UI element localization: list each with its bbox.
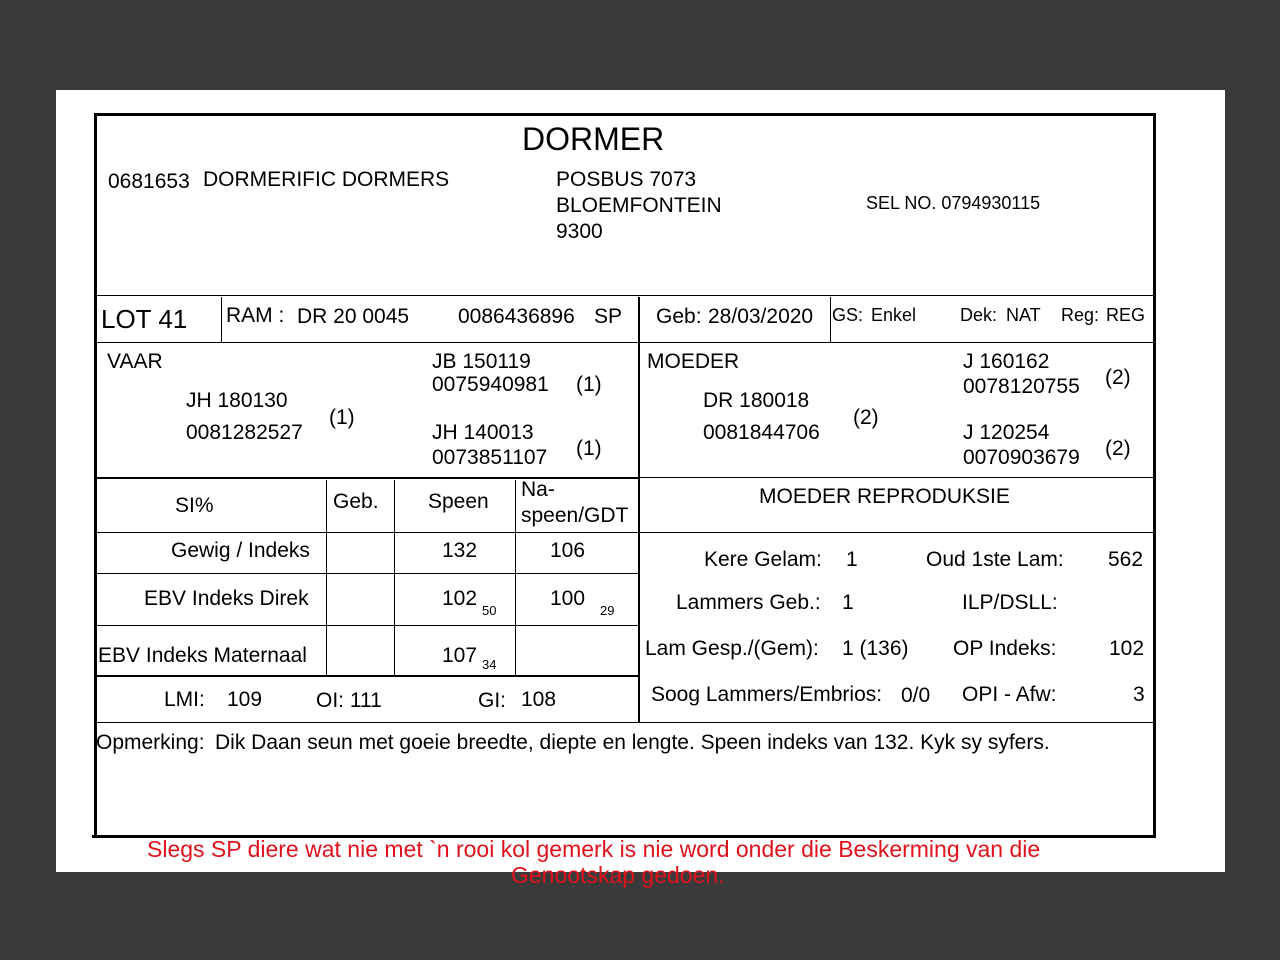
sire-dam-mark: (1) [576, 437, 602, 460]
row-weight-label: Gewig / Indeks [171, 539, 310, 562]
col-gs [830, 297, 831, 343]
address-line-1: POSBUS 7073 [556, 168, 697, 191]
dam-sire-reg-number: 0078120755 [963, 375, 1080, 398]
cell-number: SEL NO. 0794930115 [866, 193, 1041, 213]
col-middle [638, 297, 640, 723]
oi-value: OI: 111 [316, 689, 382, 712]
postal-code: 9300 [556, 220, 603, 243]
sire-sire-mark: (1) [576, 373, 602, 396]
times-lambed-label: Kere Gelam: [704, 548, 822, 571]
dam-sire-id: J 160162 [963, 350, 1050, 373]
row-maternal-label: EBV Indeks Maternaal [98, 644, 307, 667]
breeder-number: 0681653 [108, 170, 190, 193]
suckling-label: Soog Lammers/Embrios: [651, 683, 883, 706]
sire-id: JH 180130 [186, 389, 288, 412]
ram-label: RAM : [226, 304, 285, 327]
row-direct-speen: 102 [442, 587, 478, 610]
row-weight-speen: 132 [442, 539, 478, 562]
sp-badge: SP [594, 305, 623, 328]
perf-header-si: SI% [175, 494, 214, 517]
frame-right [1153, 113, 1156, 838]
frame-left [94, 113, 97, 838]
col-speen [394, 480, 395, 676]
lambs-born-label: Lammers Geb.: [676, 591, 821, 614]
ram-reg-number: 0086436896 [458, 305, 575, 328]
dam-repro-title: MOEDER REPRODUKSIE [759, 485, 1010, 508]
dam-dam-reg-number: 0070903679 [963, 446, 1080, 469]
dam-reg-number: 0081844706 [703, 421, 820, 444]
row-maternal-speen: 107 [442, 644, 478, 667]
times-lambed-value: 1 [846, 548, 858, 571]
lambs-born-value: 1 [842, 591, 854, 614]
dam-id: DR 180018 [703, 389, 810, 412]
divider-lot [96, 342, 1154, 343]
perf-header-geb: Geb. [333, 490, 379, 513]
age-first-lamb-value: 562 [1108, 548, 1144, 571]
divider-perf-row1 [96, 573, 640, 574]
lot-number: LOT 41 [101, 304, 188, 334]
gi-label: GI: [478, 689, 507, 712]
birth-date: 28/03/2020 [708, 305, 814, 328]
divider-pedigree-left [96, 477, 640, 479]
row-direct-naspeen: 100 [550, 587, 586, 610]
opi-label: OPI - Afw: [962, 683, 1057, 706]
remarks-label: Opmerking: [96, 731, 205, 754]
address-line-2: BLOEMFONTEIN [556, 194, 722, 217]
breeder-name: DORMERIFIC DORMERS [203, 168, 450, 191]
sire-dam-id: JH 140013 [432, 421, 534, 444]
col-naspeen [515, 480, 516, 676]
lmi-label: LMI: [164, 688, 205, 711]
perf-header-naspeen-1: Na- [521, 478, 555, 501]
lambs-weaned-label: Lam Gesp./(Gem): [645, 637, 819, 660]
age-first-lamb-label: Oud 1ste Lam: [926, 548, 1064, 571]
sire-dam-reg-number: 0073851107 [432, 446, 548, 469]
col-lot [221, 297, 222, 343]
dam-sire-mark: (2) [1105, 366, 1131, 389]
col-geb [326, 480, 327, 676]
dam-label: MOEDER [647, 350, 740, 373]
lmi-value: 109 [227, 688, 263, 711]
gs-label: GS: [832, 305, 864, 325]
breed-title: DORMER [522, 121, 665, 157]
dam-dam-mark: (2) [1105, 437, 1131, 460]
perf-header-naspeen-2: speen/GDT [521, 504, 629, 527]
row-direct-label: EBV Indeks Direk [144, 587, 309, 610]
sire-mark: (1) [329, 406, 355, 429]
row-direct-speen-accuracy: 50 [482, 603, 497, 618]
opi-value: 3 [1133, 683, 1145, 706]
gi-value: 108 [521, 688, 557, 711]
sire-sire-id: JB 150119 [432, 350, 531, 373]
suckling-value: 0/0 [901, 684, 931, 707]
ilp-label: ILP/DSLL: [962, 591, 1058, 614]
dek-value: NAT [1006, 305, 1041, 325]
row-maternal-speen-accuracy: 34 [482, 657, 497, 672]
divider-header [96, 295, 1154, 296]
reg-value: REG [1106, 305, 1146, 325]
footer-warning-line-2: Genootskap gedoen. [511, 862, 725, 888]
row-weight-naspeen: 106 [550, 539, 586, 562]
row-direct-naspeen-accuracy: 29 [600, 603, 615, 618]
op-index-label: OP Indeks: [953, 637, 1057, 660]
divider-remarks [96, 722, 1154, 723]
op-index-value: 102 [1109, 637, 1145, 660]
dam-dam-id: J 120254 [963, 421, 1050, 444]
remarks-text: Dik Daan seun met goeie breedte, diepte en lengte. Speen indeks van 132. Kyk sy syfers. [215, 731, 1050, 754]
divider-perf-row2 [96, 625, 640, 626]
dam-mark: (2) [853, 406, 879, 429]
ram-id: DR 20 0045 [297, 305, 410, 328]
lambs-weaned-value: 1 (136) [842, 637, 909, 660]
footer-warning-line-1: Slegs SP diere wat nie met `n rooi kol gemerk is nie word onder die Beskerming van die [147, 836, 1041, 862]
sire-label: VAAR [107, 350, 163, 373]
lot-catalogue-card [56, 90, 1225, 888]
perf-header-speen: Speen [428, 490, 489, 513]
dek-label: Dek: [960, 305, 998, 325]
gs-value: Enkel [871, 305, 917, 325]
divider-perf-bottom [96, 675, 640, 677]
reg-label: Reg: [1061, 305, 1100, 325]
birth-label: Geb: [656, 305, 702, 328]
frame-top [94, 113, 1156, 116]
sire-sire-reg-number: 0075940981 [432, 373, 549, 396]
sire-reg-number: 0081282527 [186, 421, 303, 444]
divider-perf-header [96, 532, 1154, 533]
divider-pedigree-right [640, 477, 1154, 478]
